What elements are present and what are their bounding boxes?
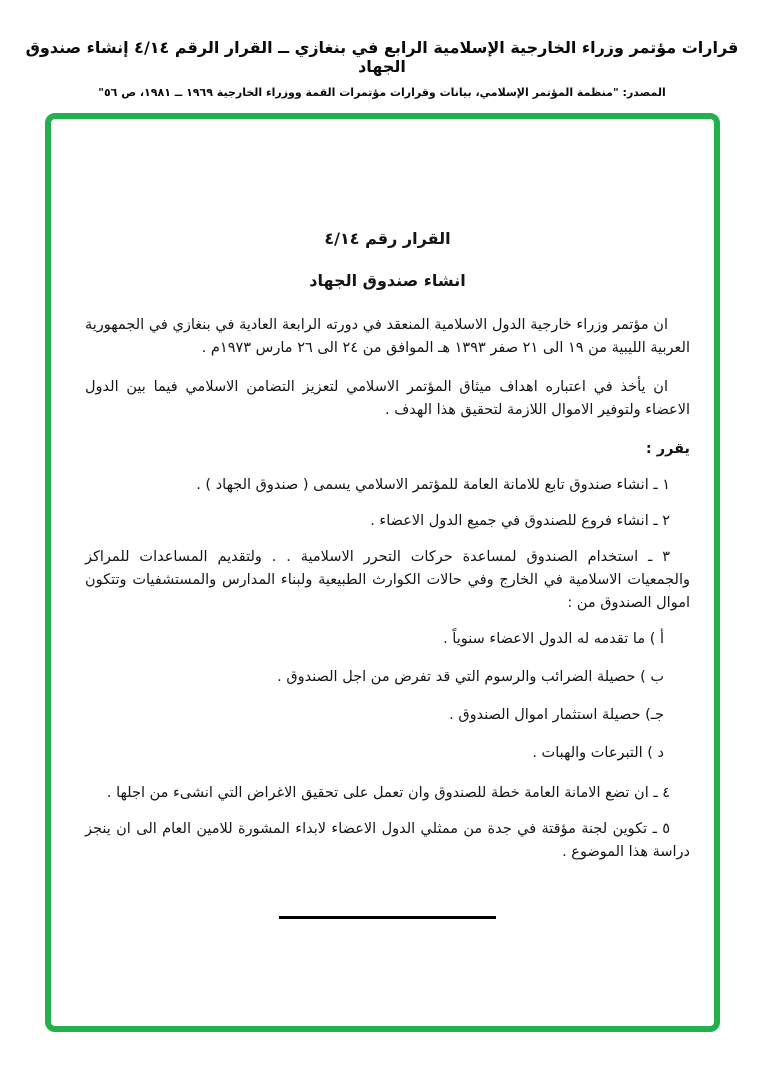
resolution-item-5: ٥ ـ تكوين لجنة مؤقتة في جدة من ممثلي الدول الاعضاء لابداء المشورة للامين العام الى ان ينجز دراسة هذا الموضوع .: [85, 821, 690, 860]
resolution-number-title: القرار رقم ٤/١٤: [324, 229, 451, 248]
resolution-item-1: ١ ـ انشاء صندوق تابع للامانة العامة للمؤتمر الاسلامي يسمى ( صندوق الجهاد ) .: [196, 477, 670, 493]
fund-source-a: أ ) ما تقدمه له الدول الاعضاء سنوياً .: [443, 631, 664, 647]
end-of-text-divider: [279, 916, 496, 919]
fund-source-d: د ) التبرعات والهبات .: [532, 745, 664, 761]
scan-highlight-frame: [45, 113, 720, 1032]
page-header: [0, 38, 764, 99]
document-page: [51, 119, 714, 1026]
fund-source-b: ب ) حصيلة الضرائب والرسوم التي قد تفرض من اجل الصندوق .: [277, 669, 664, 685]
decides-label: يقرر :: [645, 441, 690, 457]
header-title: قرارات مؤتمر وزراء الخارجية الإسلامية الرابع في بنغازي ــ القرار الرقم ٤/١٤ إنشاء صندوق الجهاد: [25, 38, 739, 76]
resolution-item-3: ٣ ـ استخدام الصندوق لمساعدة حركات التحرر الاسلامية . . ولتقديم المساعدات للمراكز والجمعيات الاسلامية في الخارج وفي حالات الكوارث الطبيعية ولبناء المدارس والمستشفيات وتتكون اموال الصندوق من :: [85, 549, 690, 611]
resolution-subject-title: انشاء صندوق الجهاد: [309, 271, 466, 290]
fund-source-c: جـ) حصيلة استثمار اموال الصندوق .: [449, 707, 664, 723]
preamble-paragraph-1: ان مؤتمر وزراء خارجية الدول الاسلامية المنعقد في دورته الرابعة العادية في بنغازي في الجمهورية العربية الليبية من ١٩ الى ٢١ صفر ١٣٩٣ هـ الموافق من ٢٤ الى ٢٦ مارس ١٩٧٣م .: [85, 317, 690, 356]
resolution-item-2: ٢ ـ انشاء فروع للصندوق في جميع الدول الاعضاء .: [370, 513, 670, 529]
header-source-citation: المصدر: "منظمة المؤتمر الإسلامي، بيانات وقرارات مؤتمرات القمة ووزراء الخارجية ١٩٦٩ ــ ١٩٨١، ص ٥٦": [98, 86, 666, 99]
resolution-item-4: ٤ ـ ان تضع الامانة العامة خطة للصندوق وان تعمل على تحقيق الاغراض التي انشىء من اجلها .: [106, 785, 670, 801]
preamble-paragraph-2: ان يأخذ في اعتباره اهداف ميثاق المؤتمر الاسلامي لتعزيز التضامن الاسلامي فيما بين الدول الاعضاء ولتوفير الاموال اللازمة لتحقيق هذا الهدف .: [85, 379, 690, 418]
